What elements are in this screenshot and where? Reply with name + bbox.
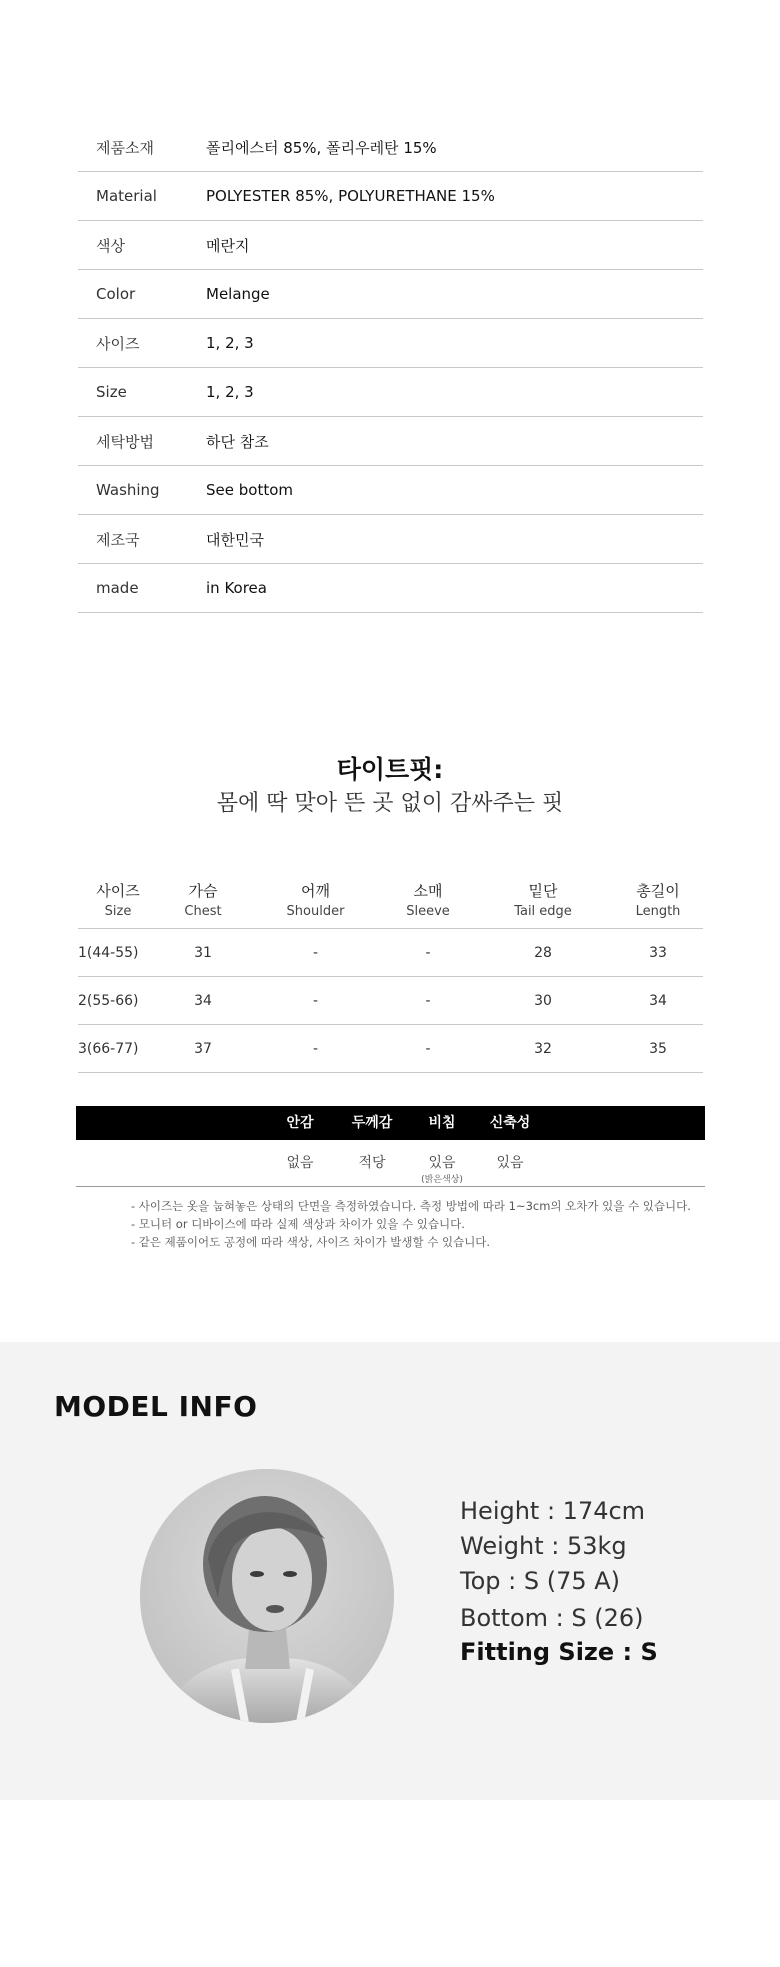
spec-label: 세탁방법: [96, 432, 154, 451]
spec-label: 제조국: [96, 530, 140, 549]
spec-value: 메란지: [206, 236, 250, 255]
spec-value: See bottom: [206, 481, 293, 499]
size-table-header: [78, 873, 703, 929]
spec-label: Size: [96, 383, 127, 401]
spec-value: 폴리에스터 85%, 폴리우레탄 15%: [206, 138, 437, 157]
attr-stretch-value: 있음: [496, 1155, 524, 1171]
attr-sheer-value: 있음: [428, 1155, 456, 1171]
attribute-bar: [76, 1106, 705, 1140]
attr-thickness-value: 적당: [358, 1155, 386, 1171]
table-cell: 30: [534, 992, 552, 1009]
header-size: [78, 873, 158, 928]
attr-sheer-label: 비침: [428, 1115, 456, 1131]
spec-value: POLYESTER 85%, POLYURETHANE 15%: [206, 187, 495, 205]
header-en: Tail edge: [514, 903, 572, 919]
table-cell: 2(55-66): [78, 992, 139, 1009]
spec-row: [78, 172, 703, 221]
model-height: Height : 174cm: [460, 1497, 646, 1525]
header-shoulder: [248, 873, 383, 928]
attr-lining-label: 안감: [286, 1115, 314, 1131]
table-cell: 32: [534, 1040, 552, 1057]
spec-label: 사이즈: [96, 334, 140, 353]
divider: [76, 1186, 705, 1187]
header-ko: 어깨: [301, 881, 330, 900]
table-cell: 28: [534, 944, 552, 961]
spec-value: Melange: [206, 285, 270, 303]
spec-label: Material: [96, 187, 157, 205]
attr-stretch-label: 신축성: [489, 1115, 531, 1131]
spec-value: 1, 2, 3: [206, 383, 254, 401]
header-ko: 사이즈: [96, 881, 140, 900]
spec-label: Washing: [96, 481, 160, 499]
spec-row: [78, 515, 703, 564]
product-info-table: [78, 123, 703, 613]
table-cell: -: [425, 992, 431, 1009]
spec-row: [78, 466, 703, 515]
spec-label: 색상: [96, 236, 125, 255]
header-tail-edge: [473, 873, 613, 928]
spec-label: made: [96, 579, 139, 597]
table-row: [78, 977, 703, 1025]
header-en: Sleeve: [406, 903, 450, 919]
note-line: - 모니터 or 디바이스에 따라 실제 색상과 차이가 있을 수 있습니다.: [131, 1217, 465, 1231]
header-ko: 가슴: [188, 881, 218, 900]
spec-row: [78, 123, 703, 172]
spec-value: 1, 2, 3: [206, 334, 254, 352]
spec-label: Color: [96, 285, 136, 303]
table-cell: -: [312, 944, 319, 961]
spec-row: [78, 417, 703, 466]
header-length: [613, 873, 703, 928]
model-weight: Weight : 53kg: [460, 1532, 627, 1560]
fit-title: 타이트핏:: [336, 755, 444, 784]
header-en: Size: [104, 903, 132, 919]
table-cell: 3(66-77): [78, 1040, 139, 1057]
spec-row: [78, 564, 703, 613]
spec-row: [78, 221, 703, 270]
model-top-size: Top : S (75 A): [460, 1567, 621, 1595]
size-table: [78, 873, 703, 1073]
header-ko: 밑단: [528, 881, 558, 900]
header-en: Shoulder: [286, 903, 345, 919]
table-cell: 35: [649, 1040, 667, 1057]
header-en: Chest: [184, 903, 222, 919]
table-cell: 37: [194, 1040, 212, 1057]
header-chest: [158, 873, 248, 928]
table-cell: 34: [194, 992, 212, 1009]
spec-label: 제품소재: [96, 138, 154, 157]
spec-row: [78, 368, 703, 417]
note-line: - 사이즈는 옷을 눕혀놓은 상태의 단면을 측정하였습니다. 측정 방법에 따라 1~3cm의 오차가 있을 수 있습니다.: [131, 1199, 691, 1213]
model-portrait-icon: [140, 1469, 394, 1723]
spec-value: 하단 참조: [206, 432, 269, 451]
table-cell: -: [312, 992, 319, 1009]
model-photo: [140, 1469, 394, 1723]
spec-row: [78, 319, 703, 368]
attr-thickness-label: 두께감: [351, 1115, 393, 1131]
spec-value: in Korea: [206, 579, 267, 597]
table-row: [78, 1025, 703, 1073]
header-ko: 소매: [413, 881, 443, 900]
spec-value: 대한민국: [206, 530, 264, 549]
fit-subtitle: 몸에 딱 맞아 뜬 곳 없이 감싸주는 핏: [216, 791, 564, 816]
model-bottom-size: Bottom : S (26): [460, 1604, 644, 1632]
attr-sheer-note: (밝은색상): [421, 1175, 463, 1185]
table-cell: 1(44-55): [78, 944, 139, 961]
table-cell: -: [312, 1040, 319, 1057]
table-cell: 33: [649, 944, 667, 961]
model-info-section: [0, 1342, 780, 1800]
table-cell: 31: [194, 944, 212, 961]
model-fitting-size: Fitting Size : S: [460, 1638, 658, 1666]
attr-lining-value: 없음: [286, 1155, 314, 1171]
table-cell: -: [425, 1040, 431, 1057]
note-line: - 같은 제품이어도 공정에 따라 색상, 사이즈 차이가 발생할 수 있습니다.: [131, 1235, 491, 1249]
header-ko: 총길이: [636, 881, 680, 900]
table-row: [78, 929, 703, 977]
header-sleeve: [383, 873, 473, 928]
table-cell: -: [425, 944, 431, 961]
header-en: Length: [635, 903, 681, 919]
spec-row: [78, 270, 703, 319]
table-cell: 34: [649, 992, 667, 1009]
size-notes: [131, 1197, 711, 1251]
model-info-title: MODEL INFO: [54, 1390, 258, 1423]
